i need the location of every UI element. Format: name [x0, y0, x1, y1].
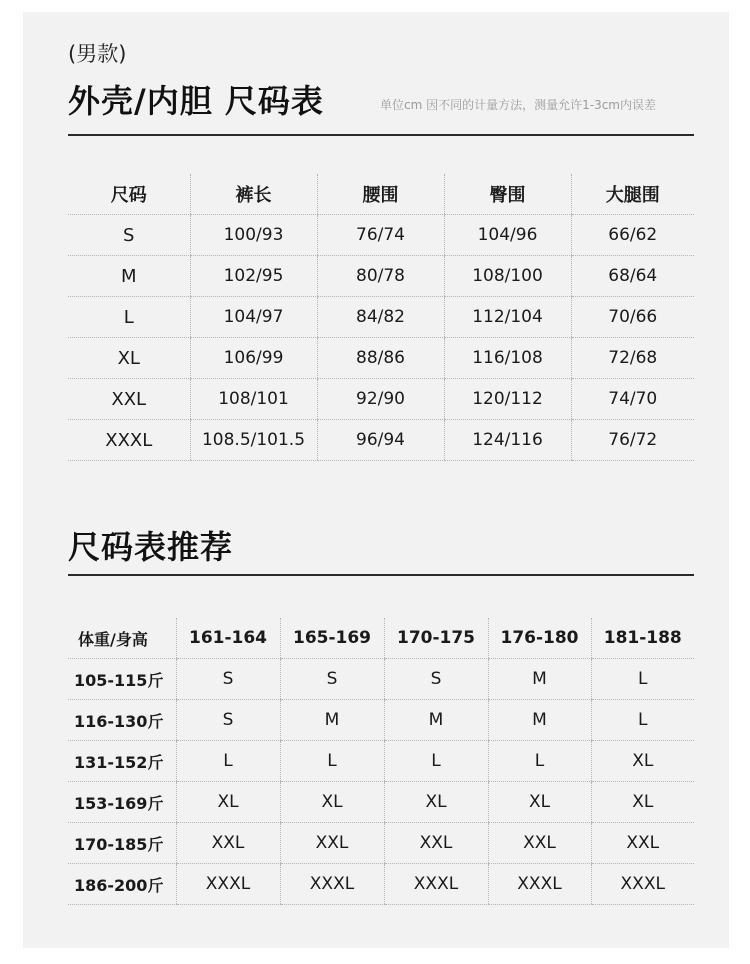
size-table-header-cell: 裤长 [190, 174, 317, 215]
size-table-cell: 72/68 [571, 338, 694, 379]
recommendation-table-cell: XL [176, 782, 280, 823]
recommendation-table-cell: M [488, 659, 591, 700]
recommendation-table-body [68, 659, 694, 905]
recommendation-table-cell: L [176, 741, 280, 782]
size-table-header [68, 174, 694, 215]
recommendation-title: 尺码表推荐 [68, 528, 234, 566]
size-table-row [68, 215, 694, 256]
size-table-cell: 106/99 [190, 338, 317, 379]
recommendation-table-cell: XXL [280, 823, 384, 864]
recommendation-table-row [68, 864, 694, 905]
recommendation-table-cell: S [384, 659, 488, 700]
size-table-cell: 96/94 [317, 420, 444, 461]
size-table-row [68, 297, 694, 338]
size-table-cell: 88/86 [317, 338, 444, 379]
size-table-cell: 84/82 [317, 297, 444, 338]
recommendation-table-cell: XXL [591, 823, 694, 864]
recommendation-table-cell: L [488, 741, 591, 782]
size-table-cell: 76/74 [317, 215, 444, 256]
recommendation-table-row [68, 782, 694, 823]
size-table-cell: 104/96 [444, 215, 571, 256]
recommendation-table-cell: S [176, 659, 280, 700]
recommendation-table-cell: XXXL [176, 864, 280, 905]
recommendation-table-header-cell: 176-180 [488, 618, 591, 659]
size-table-cell: 100/93 [190, 215, 317, 256]
size-table-cell: 108/101 [190, 379, 317, 420]
recommendation-table-cell: M [384, 700, 488, 741]
recommendation-table-cell: XL [591, 741, 694, 782]
recommendation-table-header-cell: 170-175 [384, 618, 488, 659]
size-table-cell: 112/104 [444, 297, 571, 338]
recommendation-table-cell: XXXL [384, 864, 488, 905]
size-table-cell: 66/62 [571, 215, 694, 256]
size-table-cell: 92/90 [317, 379, 444, 420]
recommendation-table-cell: XXXL [280, 864, 384, 905]
size-table-cell: 116/108 [444, 338, 571, 379]
recommendation-table-row [68, 659, 694, 700]
size-table-cell: XXL [68, 379, 190, 420]
size-table-header-cell: 大腿围 [571, 174, 694, 215]
recommendation-table-header-cell: 165-169 [280, 618, 384, 659]
recommendation-table-cell: M [280, 700, 384, 741]
size-table [68, 174, 694, 461]
recommendation-table-cell: XXL [176, 823, 280, 864]
size-table-cell: XL [68, 338, 190, 379]
size-table-cell: XXXL [68, 420, 190, 461]
size-table-cell: 108.5/101.5 [190, 420, 317, 461]
recommendation-table-cell: M [488, 700, 591, 741]
size-table-cell: 74/70 [571, 379, 694, 420]
size-table-cell: 124/116 [444, 420, 571, 461]
size-table-row [68, 338, 694, 379]
size-table-header-cell: 腰围 [317, 174, 444, 215]
recommendation-table-cell: 186-200斤 [68, 864, 176, 905]
size-table-cell: 102/95 [190, 256, 317, 297]
recommendation-table-cell: L [591, 659, 694, 700]
recommendation-table-cell: 105-115斤 [68, 659, 176, 700]
size-table-cell: 108/100 [444, 256, 571, 297]
recommendation-table-cell: 131-152斤 [68, 741, 176, 782]
recommendation-table-cell: 153-169斤 [68, 782, 176, 823]
recommendation-table-cell: XXXL [591, 864, 694, 905]
recommendation-table-cell: L [280, 741, 384, 782]
recommendation-table-cell: XXXL [488, 864, 591, 905]
size-table-cell: 104/97 [190, 297, 317, 338]
recommendation-table-cell: XL [384, 782, 488, 823]
recommendation-table-cell: XXL [488, 823, 591, 864]
recommendation-table-cell: XL [591, 782, 694, 823]
size-table-cell: 120/112 [444, 379, 571, 420]
recommendation-table-cell: S [280, 659, 384, 700]
recommendation-table-row [68, 741, 694, 782]
recommendation-table-row [68, 823, 694, 864]
size-table-row [68, 256, 694, 297]
size-table-cell: 76/72 [571, 420, 694, 461]
size-table-cell: S [68, 215, 190, 256]
recommendation-table-cell: XL [488, 782, 591, 823]
recommendation-table-header-cell: 体重/身高 [68, 618, 176, 659]
size-table-row [68, 420, 694, 461]
recommendation-table [68, 618, 694, 905]
size-table-cell: M [68, 256, 190, 297]
size-table-cell: 70/66 [571, 297, 694, 338]
recommendation-table-cell: 116-130斤 [68, 700, 176, 741]
size-table-row [68, 379, 694, 420]
recommendation-table-cell: S [176, 700, 280, 741]
recommendation-table-row [68, 700, 694, 741]
measurement-note: 单位cm 因不同的计量方法，测量允许1-3cm内误差 [380, 98, 656, 112]
title-divider [68, 134, 694, 136]
recommendation-table-header-cell: 161-164 [176, 618, 280, 659]
size-chart-title: 外壳/内胆 尺码表 [68, 82, 324, 120]
recommendation-table-cell: L [384, 741, 488, 782]
size-table-cell: 68/64 [571, 256, 694, 297]
recommendation-table-cell: L [591, 700, 694, 741]
recommendation-table-header-cell: 181-188 [591, 618, 694, 659]
recommendation-divider [68, 574, 694, 576]
recommendation-table-cell: 170-185斤 [68, 823, 176, 864]
recommendation-table-header [68, 618, 694, 659]
size-table-cell: L [68, 297, 190, 338]
recommendation-table-cell: XL [280, 782, 384, 823]
size-table-body [68, 215, 694, 461]
size-table-cell: 80/78 [317, 256, 444, 297]
size-table-header-cell: 臀围 [444, 174, 571, 215]
gender-label: (男款) [68, 42, 127, 66]
recommendation-table-cell: XXL [384, 823, 488, 864]
size-table-header-cell: 尺码 [68, 174, 190, 215]
